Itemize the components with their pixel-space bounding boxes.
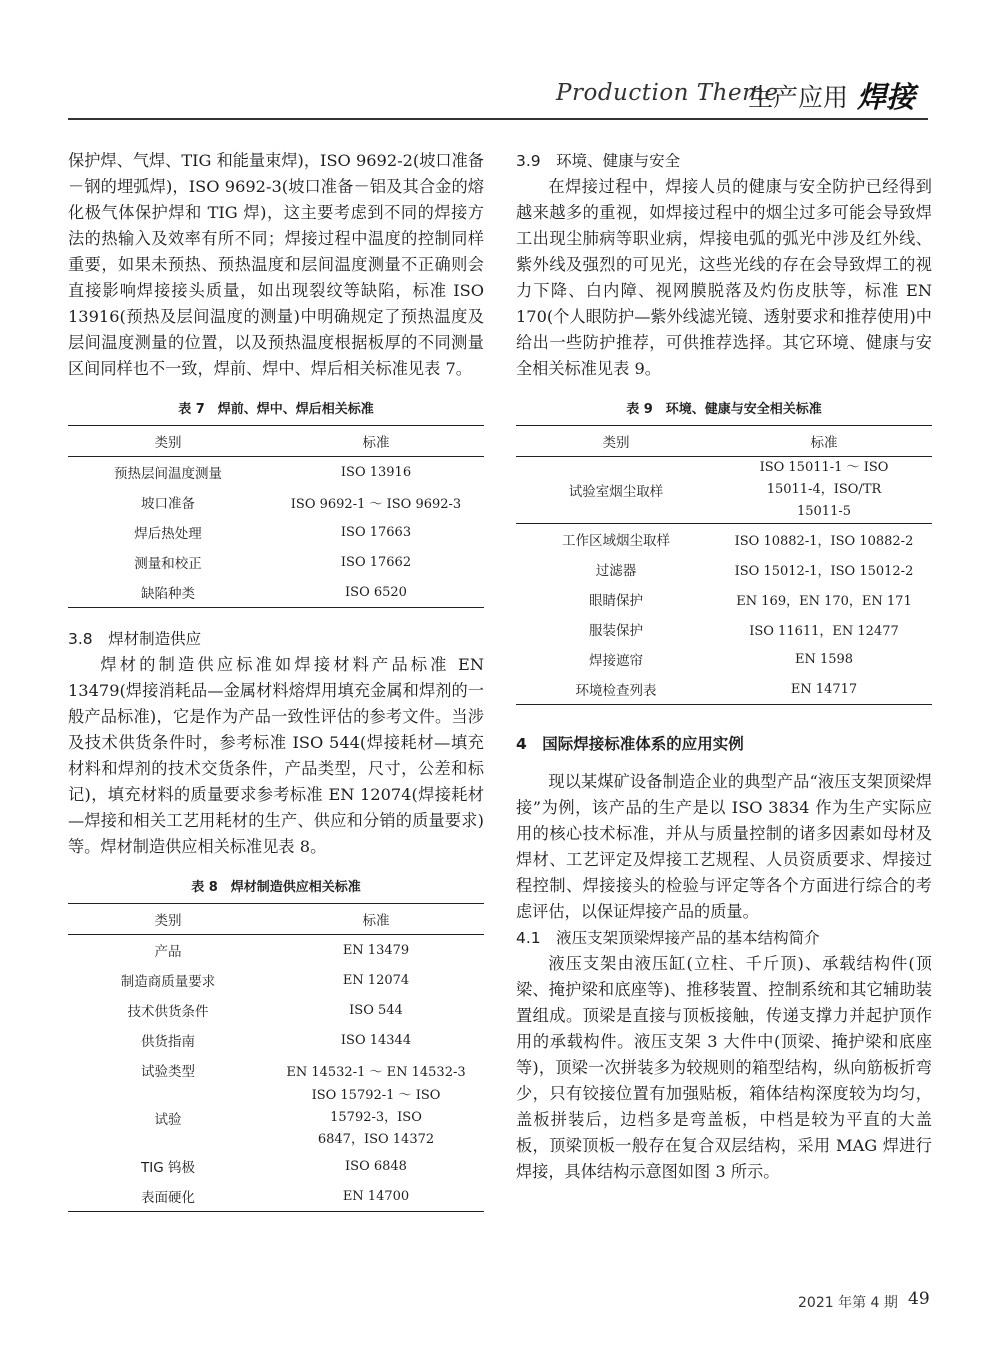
table-row (516, 457, 932, 524)
table8-header-category: 类别 (68, 904, 268, 935)
table-cell: ISO 17663 (340, 524, 412, 540)
table-row (516, 554, 932, 584)
right-paragraph-2: 现以某煤矿设备制造企业的典型产品“液压支架顶梁焊接”为例，该产品的生产是以 ISO 3834 作为生产实际应用的核心技术标准，并从与质量控制的诸多因素如母材及焊材、工艺评定及焊接工艺规程、人员资质要求、焊接过程控制、焊接接头的检验与评定等各个方面进行综合的考虑评估，以保证焊接产品的质量。 (516, 772, 932, 921)
page-header (0, 0, 1000, 130)
table-cell: 过滤器 (595, 563, 637, 579)
table-cell: 环境检查列表 (516, 674, 716, 705)
left-column (68, 148, 484, 1212)
table-cell: 焊接遮帘 (589, 653, 643, 669)
table-cell: 试验 (154, 1112, 182, 1128)
table-cell: EN 14700 (268, 1181, 484, 1212)
table-cell: ISO 15011-1 ～ ISO 15011-4，ISO/TR 15011-5 (716, 457, 932, 524)
right-paragraph-3: 液压支架由液压缸(立柱、千斤顶)、承载结构件(顶梁、掩护梁和底座等)、推移装置、控制系统和其它辅助装置组成。顶梁是直接与顶板接触，传递支撑力并起护顶作用的承载构件。液压支架 3 大件中(顶梁、掩护梁和底座等)，顶梁一次拼装多为较规则的箱型结构，纵向筋板折弯少，只有铰接位置有加强贴板，箱体结构深度较为均匀，盖板拼装后，边档多是弯盖板，中档是较为平直的大盖板，顶梁顶板一般存在复合双层结构，采用 MAG 焊进行焊接，具体结构示意图如图 3 所示。 (516, 954, 932, 1181)
page-number: 49 (908, 1289, 930, 1309)
table-cell: 试验类型 (141, 1064, 195, 1080)
table-row (516, 674, 932, 705)
table-cell: ISO 15792-1 ～ ISO 15792-3，ISO 6847，ISO 14372 (311, 1088, 441, 1147)
table9 (516, 425, 932, 705)
table-row (68, 995, 484, 1025)
table-row (68, 935, 484, 966)
table-cell: EN 14717 (716, 674, 932, 705)
table-row (68, 1085, 484, 1151)
section-3-8-title: 3.8 焊材制造供应 (68, 630, 202, 648)
table-cell: ISO 9692-1 ～ ISO 9692-3 (290, 496, 462, 512)
table9-header-standard: 标准 (716, 426, 932, 457)
table-cell: TIG 钨极 (141, 1160, 195, 1176)
table7-caption: 表 7 焊前、焊中、焊后相关标准 (178, 402, 374, 417)
table-row (68, 1055, 484, 1085)
header-rule (68, 118, 928, 120)
table9-caption: 表 9 环境、健康与安全相关标准 (626, 402, 822, 417)
table-cell: 测量和校正 (134, 556, 202, 572)
section-4-title: 4 国际焊接标准体系的应用实例 (516, 735, 744, 753)
section-3-9-title: 3.9 环境、健康与安全 (516, 152, 681, 170)
table-cell: 产品 (154, 944, 182, 960)
table-cell: 服装保护 (589, 623, 643, 639)
table-cell: ISO 6520 (268, 577, 484, 608)
table9-header-category: 类别 (516, 426, 716, 457)
left-paragraph-1: 保护焊、气焊、TIG 和能量束焊)，ISO 9692-2(坡口准备－钢的埋弧焊)，ISO 9692-3(坡口准备－铝及其合金的熔化极气体保护焊和 TIG 焊)，这主要考虑到不同的焊接方法的热输入及效率有所不同；焊接过程中温度的控制同样重要，如果未预热、预热温度和层间温度测量不正确则会直接影响焊接接头质量，如出现裂纹等缺陷，标准 ISO 13916(预热及层间温度的测量)中明确规定了预热温度及层间温度测量的位置，以及预热温度根据板厚的不同测量区间同样也不一致，焊前、焊中、焊后相关标准见表 7。 (68, 151, 484, 378)
table-row (68, 457, 484, 488)
header-theme: Production Theme (556, 80, 779, 106)
table8-caption: 表 8 焊材制造供应相关标准 (191, 880, 361, 895)
table-row (68, 1025, 484, 1055)
table-cell: EN 13479 (342, 942, 410, 958)
magazine-logo: 焊接 (857, 80, 916, 114)
table-row (516, 614, 932, 644)
table-cell: EN 169，EN 170，EN 171 (736, 593, 912, 609)
table-cell: 试验室烟尘取样 (516, 457, 716, 524)
left-paragraph-2: 焊材的制造供应标准如焊接材料产品标准 EN 13479(焊接消耗品—金属材料熔焊用填充金属和焊剂的一般产品标准)，它是作为产品一致性评估的参考文件。当涉及技术供货条件时，参考标准 ISO 544(焊接耗材—填充材料和焊剂的技术交货条件，产品类型，尺寸，公差和标记)，填充材料的质量要求参考标准 EN 12074(焊接耗材—焊接和相关工艺用耗材的生产、供应和分销的质量要求)等。焊材制造供应相关标准见表 8。 (68, 655, 484, 856)
table7-header-category: 类别 (68, 426, 268, 457)
table-cell: ISO 15012-1，ISO 15012-2 (734, 563, 914, 579)
table-cell: 坡口准备 (141, 496, 195, 512)
table-cell: ISO 6848 (345, 1158, 407, 1174)
right-paragraph-1: 在焊接过程中，焊接人员的健康与安全防护已经得到越来越多的重视，如焊接过程中的烟尘过多可能会导致焊工出现尘肺病等职业病，焊接电弧的弧光中涉及红外线、紫外线及强烈的可见光，这些光线的存在会导致焊工的视力下降、白内障、视网膜脱落及灼伤皮肤等，标准 EN 170(个人眼防护—紫外线滤光镜、透射要求和推荐使用)中给出一些防护推荐，可供推荐选择。其它环境、健康与安全相关标准见表 9。 (516, 177, 932, 378)
table7 (68, 425, 484, 608)
table-row (68, 1151, 484, 1181)
table-cell: 工作区域烟尘取样 (562, 533, 670, 549)
table-row (516, 644, 932, 674)
table-cell: 预热层间温度测量 (114, 466, 222, 482)
table-cell: EN 1598 (794, 651, 854, 667)
table-row (516, 584, 932, 614)
table-row (68, 965, 484, 995)
table-row (68, 487, 484, 517)
table-row (516, 524, 932, 555)
table-cell: 技术供货条件 (127, 1004, 209, 1020)
section-4-1-title: 4.1 液压支架顶梁焊接产品的基本结构简介 (516, 929, 820, 947)
table-row (68, 517, 484, 547)
table-cell: 制造商质量要求 (120, 974, 216, 990)
table-cell: EN 12074 (342, 972, 410, 988)
table8 (68, 903, 484, 1212)
table-cell: ISO 11611，EN 12477 (749, 623, 899, 639)
table-cell: ISO 13916 (340, 464, 412, 480)
right-column (516, 148, 932, 1185)
table-cell: ISO 17662 (340, 554, 412, 570)
table-row (68, 577, 484, 608)
table8-header-standard: 标准 (268, 904, 484, 935)
table-row (68, 547, 484, 577)
table-cell: EN 14532-1 ～ EN 14532-3 (286, 1064, 466, 1080)
header-column-title: 生产应用 (748, 83, 849, 112)
table-cell: ISO 544 (349, 1002, 403, 1018)
table-cell: ISO 14344 (340, 1032, 412, 1048)
table-row (68, 1181, 484, 1212)
issue-label: 2021 年第 4 期 (798, 1295, 898, 1311)
table-cell: 眼睛保护 (589, 593, 643, 609)
table-cell: 焊后热处理 (134, 526, 202, 542)
table-cell: 供货指南 (141, 1034, 195, 1050)
table-cell: 缺陷种类 (68, 577, 268, 608)
table-cell: ISO 10882-1，ISO 10882-2 (734, 533, 914, 549)
table-cell: 表面硬化 (68, 1181, 268, 1212)
table7-header-standard: 标准 (268, 426, 484, 457)
